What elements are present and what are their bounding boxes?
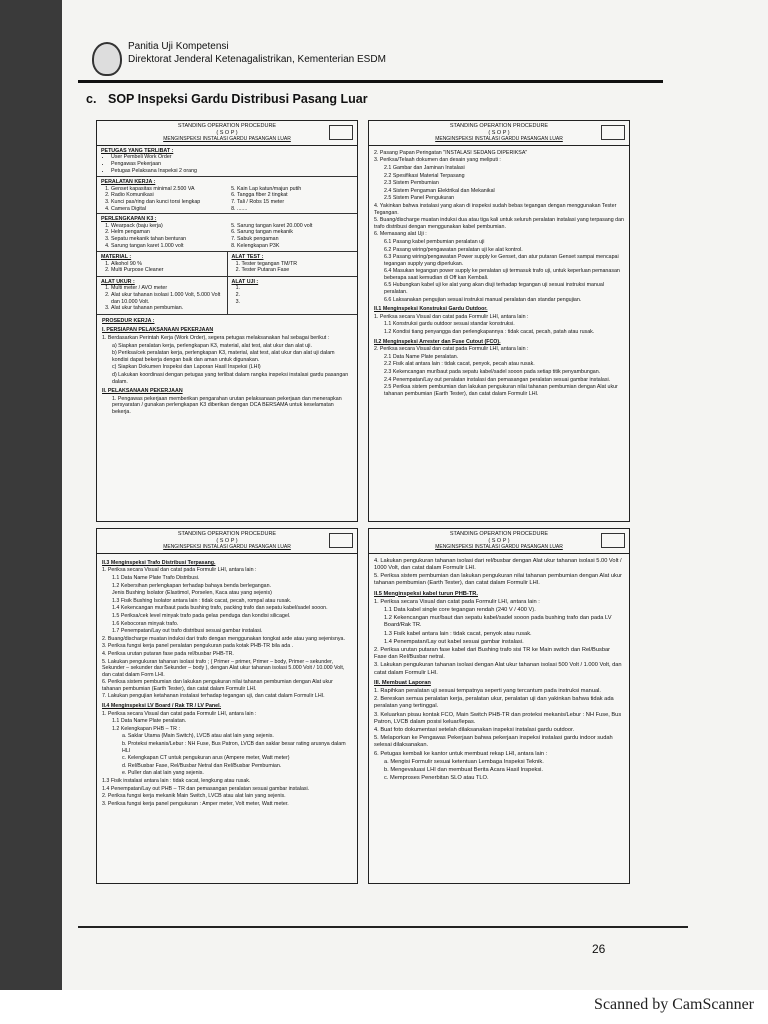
procedure-item: 1.6 Kebocoran minyak trafo. (112, 620, 179, 627)
sop-header (369, 121, 629, 146)
phb-tr-components (102, 733, 352, 777)
procedure-item: 6. Petugas kembali ke kantor untuk membuat rekap LHI, antara lain : (374, 750, 548, 757)
trafo-items (102, 575, 352, 635)
procedure-item: 2. Buang/discharge muatan induksi dari trafo dengan menggunakan tongkat arde atau yang sejenisnya. (102, 635, 345, 642)
peralatan-item: 1. Genset kapasitas minimal 2.500 VA (111, 186, 227, 193)
peralatan-title: PERALATAN KERJA : (101, 179, 156, 186)
k3-item: 7. Sabuk pengaman (237, 236, 353, 243)
procedure-item: 5. Buang/discharge muatan induksi dua atau tiga kali untuk seluruh peralatan instalasi yang terpasang dan trafo distribusi dengan menggunakan kabel pembumian. (374, 217, 625, 230)
esdm-logo (92, 42, 122, 76)
sop-panel-2 (368, 120, 630, 522)
sop-header-line3: MENGINSPEKSI INSTALASI GARDU PASANGAN LUAR (163, 136, 291, 143)
procedure-item: 6.2 Pasang wiring/pengawatan peralatan uji ke alat kontrol. (384, 246, 523, 253)
procedure-item: 1. Pengawas pekerjaan memberikan pengarahan urutan pelaksanaan pekerjaan dan menerapkan persyaratan / gunakan perlengkapan K3 diberikan dengan DCA BERSAMA untuk keselamatan bekerja. (112, 395, 342, 415)
peralatan-list-left (101, 186, 227, 212)
procedure-item: 1.3 Fisik kabel antara lain : tidak cacat, penyok atau rusak. (384, 630, 532, 637)
procedure-item: a. Mengisi Formulir sesuai ketentuan Lembaga Inspeksi Teknik. (384, 758, 544, 765)
sop-panel-4 (368, 528, 630, 884)
procedure-item: c. Memproses Penerbitan SLO atau TLO. (384, 775, 489, 782)
procedure-item: 6.6 Laksanakan pengujian sesuai instruksi manual peralatan dan standar pengujian. (384, 296, 582, 303)
alat-uji-steps (374, 239, 624, 303)
procedure-item: 2.4 Sistem Pengaman Elektrikal dan Mekanikal (384, 187, 495, 194)
procedure-item: 2.2 Spesifikasi Material Terpasang (384, 172, 465, 179)
petugas-list (101, 154, 353, 174)
peralatan-item: 6. Tangga fiber 2 tingkat (237, 192, 353, 199)
procedure-item: 2. Periksa urutan putaran fase kabel dari Bushing trafo sisi TR ke Main switch dan Rel/Busbar Fase dan Rel/Busbar netral. (374, 647, 611, 661)
kabel-turun-items (374, 607, 624, 646)
petugas-item: • Pengawas Pekerjaan (111, 161, 353, 168)
sop-header-line2: ( S O P ) (216, 537, 238, 544)
procedure-item: 3. Periksa fungsi kerja panel pengukuran : Amper meter, Volt meter, Watt meter. (102, 800, 289, 807)
lv-board-title: II.4 Menginspeksi LV Board / Rak TR / LV Panel. (102, 703, 222, 710)
procedure-item: 1.2 Kebersihan perlengkapan terhadap bahaya benda berlegangan. (112, 582, 272, 589)
kabel-turun-steps (374, 647, 624, 677)
alat-uji-item (242, 299, 354, 306)
sop-header-line2: ( S O P ) (488, 129, 510, 136)
material-item: 2. Multi Purpose Cleaner (111, 267, 223, 274)
procedure-item: 1.2 Kekencangan mur/baut dan sepatu kabel/sadel sooon pada bushing trafo dan pada LV Board/Rak TR. (384, 615, 612, 629)
procedure-item: a. Saklar Utama (Main Switch), LVCB atau alat lain yang sejenis. (122, 733, 274, 740)
peralatan-item: 8. ....... (237, 206, 353, 213)
procedure-item: b. Mengevaluasi LHI dan membuat Berita Acara Hasil Inspeksi. (384, 767, 544, 774)
arrester-items (374, 354, 624, 398)
procedure-item: 5. Lakukan pengukuran tahanan isolasi trafo ; ( Primer – primer, Primer – body, Primer – sekunder, Sekunder – sekunder dan Sekunder – body ), dengan Alat ukur tahanan isolasi 5.000 Volt / 10.000 Volt, dan catat dalam Form LHI. (102, 658, 345, 678)
trafo-steps (102, 636, 352, 700)
material-title: MATERIAL : (101, 254, 132, 261)
procedure-item: 3. Periksa/Telaah dokumen dan desain yang meliputi : (374, 157, 501, 164)
material-list (101, 261, 223, 274)
lv-board-steps (102, 778, 352, 807)
header-divider (78, 80, 663, 83)
procedure-item: 4. Lakukan pengukuran tahanan isolasi dari rel/busbar dengan Alat ukur tahanan isolasi 5.00 Volt / 1000 Volt, dan catat dalam Formulir LHI. (374, 557, 622, 571)
persiapan-items (102, 343, 352, 386)
procedure-item: 2.3 Sistem Pembumian (384, 180, 439, 187)
procedure-item: 2. Pasang Papan Peringatan "INSTALASI SEDANG DIPERIKSA" (374, 149, 528, 156)
alat-test-item: 1. Tester tegangan TM/TR (242, 261, 354, 268)
arrester-intro: 2. Periksa secara Visual dan catat pada Formulir LHI, antara lain : (374, 346, 529, 353)
procedure-item: 4. Yakinkan bahwa instalasi yang akan di inspeksi sudah bebas tegangan dengan menggunakan Tester Tegangan. (374, 202, 617, 216)
procedure-item: 1.3 Fisik instalasi antara lain : tidak cacat, lengkung atau rusak. (102, 778, 251, 784)
busbar-steps (374, 558, 624, 588)
procedure-item: b. Proteksi mekanis/Lebur : NH Fuse, Bus Patron, LVCB dan saklar besar rating arusnya dalam HLI (122, 741, 346, 754)
prosedur-title: PROSEDUR KERJA : (102, 317, 155, 324)
section-title (86, 92, 368, 106)
persiapan-title: I. PERSIAPAN PELAKSANAAN PEKERJAAN (102, 327, 214, 334)
procedure-item: 6.4 Masukan tegangan power supply ke peralatan uji termasuk trafo uji, untuk keperluan pemanasan beberapa saat kemudian di Off kan Kembali. (384, 268, 620, 281)
sop-logo-box (329, 533, 353, 548)
k3-item: 2. Helm pengaman (111, 229, 227, 236)
procedure-item: 6. Memasang alat Uji : (374, 231, 427, 238)
procedure-item: 2.5 Sistem Panel Pengukuran (384, 195, 455, 202)
procedure-item: 2.4 Penempatan/Lay out peralatan instalasi dan pemasangan peralatan sesuai gambar instalasi. (384, 376, 611, 383)
procedure-item: 1.2 Kondisi tiang penyangga dan perlengkapannya : tidak cacat, pecah, patah atau rusak. (384, 329, 595, 336)
k3-item: 6. Sarung tangan mekanik (237, 229, 353, 236)
procedure-item: 2.1 Gambar dan Jaminan Instalasi (384, 164, 465, 171)
procedure-item: 1.7 Penempatan/Lay out trafo distribusi sesuai gambar instalasi. (112, 628, 263, 635)
sop-header-line2: ( S O P ) (488, 537, 510, 544)
steps-list-2 (374, 203, 624, 238)
sop-header-line3: MENGINSPEKSI INSTALASI GARDU PASANGAN LUAR (435, 544, 563, 551)
procedure-item: 4. Buat foto dokumentasi setelah dilaksanakan inspeksi instalasi gardu outdoor. (374, 727, 575, 734)
procedure-item: 1.1 Data Name Plate peralatan. (112, 718, 187, 725)
k3-item: 4. Sarung tangan karet 1.000 volt (111, 243, 227, 250)
arrester-title: II.2 Menginspeksi Arrester dan Fuse Cutout (FCO). (374, 338, 501, 345)
alat-uji-list (232, 285, 354, 305)
laporan-steps (374, 688, 624, 758)
lv-board-intro: 1. Periksa secara Visual dan catat pada Formulir LHI, antara lain : (102, 710, 257, 717)
laporan-title: III. Membuat Laporan (374, 679, 431, 686)
sop-header-line3: MENGINSPEKSI INSTALASI GARDU PASANGAN LUAR (435, 136, 563, 143)
sop-logo-box (601, 125, 625, 140)
steps-list (374, 150, 624, 164)
alat-ukur-list (101, 285, 223, 311)
k3-item: 5. Sarung tangan karet 20.000 volt (237, 223, 353, 230)
alat-uji-item (242, 285, 354, 292)
procedure-item: e. Puller dan alat lain yang sejenis. (122, 770, 204, 777)
sop-logo-box (601, 533, 625, 548)
pelaksanaan-items (102, 396, 352, 416)
procedure-item: 1.1 Data kabel single core tegangan rendah (240 V / 400 V). (384, 607, 536, 613)
procedure-item: 2.3 Kekencangan mur/baut pada sepatu kabel/sadel sooon pada setiap titik penyambungan. (384, 369, 601, 375)
alat-test-item: 2. Tester Putaran Fase (242, 267, 354, 274)
procedure-item: 3. Lakukan pengukuran tahanan isolasi dengan Alat ukur tahanan isolasi 500 Volt / 1.000 Volt, dan catat dalam Formulir LHI. (374, 662, 622, 676)
procedure-item: 1.5 Periksa/cek level minyak trafo pada gelas penduga dan kondisi silicagel. (112, 612, 291, 619)
konstruksi-intro: 1. Periksa secara Visual dan catat pada Formulir LHI, antara lain : (374, 313, 529, 320)
procedure-item: 6.3 Pasang wiring/pengawatan Power supply ke Genset, dan atur putaran Genset sampai mencapai tegangan supply yang diperlukan. (384, 254, 619, 267)
kabel-turun-title: II.5 Menginspeksi kabel turun PHB-TR. (374, 590, 478, 597)
sop-header-line1: STANDING OPERATION PROCEDURE (449, 123, 549, 129)
sop-logo-box (329, 125, 353, 140)
peralatan-list-right (227, 186, 353, 212)
alat-ukur-title: ALAT UKUR : (101, 278, 135, 285)
procedure-item: 2.5 Periksa sistem pembumian dan lakukan pengukuran nilai tahanan pembumian dengan Alat ukur tahanan pembumian (Earth Tester), dan catat dalam Formulir LHI. (384, 384, 618, 397)
footer-divider (78, 926, 688, 928)
konstruksi-title: II.1 Menginspeksi Konstruksi Gardu Outdoor. (374, 306, 488, 313)
procedure-item: 7. Lakukan pengujian ketahanan instalasi terhadap tegangan uji, dan catat dalam Formulir LHI. (102, 693, 325, 700)
procedure-item: 6.5 Hubungkan kabel uji ke alat yang akan diuji terhadap tegangan uji sesuai instruksi manual peralatan. (384, 282, 604, 296)
sop-header (97, 529, 357, 554)
sop-header (369, 529, 629, 554)
sop-header-line1: STANDING OPERATION PROCEDURE (449, 531, 549, 537)
sop-panel-1 (96, 120, 358, 522)
peralatan-item: 3. Kunci pas/ring dan kunci torsi lengkap (111, 199, 227, 206)
petugas-item: • User Pembeli Work Order (111, 154, 353, 161)
sop-panel-3 (96, 528, 358, 884)
procedure-item: 1.1 Konstruksi gardu outdoor sesuai standar konstruksi. (384, 321, 515, 328)
sop-header-line2: ( S O P ) (216, 129, 238, 136)
peralatan-item: 7. Tali / Robs 15 meter (237, 199, 353, 206)
procedure-item: Jenis Bushing Isolator (Elastimol, Porselen, Kaca atau yang sejenis) (112, 590, 272, 597)
procedure-item: 6. Periksa sistem pembumian dan lakukan pengukuran nilai tahanan pembumian dengan Alat ukur tahanan pembumian (Earth Tester), dan catat dalam Formulir LHI. (102, 679, 333, 692)
procedure-item: 1. Rapihkan peralatan uji sesuai tempatnya seperti yang tercantum pada instruksi manual. (374, 688, 601, 695)
scanner-watermark: Scanned by CamScanner (594, 996, 754, 1013)
procedure-item: 3. Periksa fungsi kerja panel peralatan pengukuran pada kotak PHB-TR bila ada . (102, 643, 294, 650)
trafo-title: II.3 Menginspeksi Trafo Distribusi Terpasang. (102, 559, 216, 566)
procedure-item: 2. Periksa fungsi kerja mekanik Main Switch, LVCB atau alat lain yang sejenis. (102, 793, 286, 800)
trafo-intro: 1. Periksa secara Visual dan catat pada Formulir LHI, antara lain : (102, 567, 257, 574)
konstruksi-items (374, 321, 624, 335)
alat-uji-item (242, 292, 354, 299)
procedure-item: 6.1 Pasang kabel pembumian peralatan uji (384, 238, 485, 245)
lv-board-items (102, 718, 352, 732)
procedure-item: d. Rel/Busbar Fase, Rel/Busbar Netral dan Rel/Busbar Pembumian. (122, 762, 282, 769)
page-header (128, 40, 386, 66)
alat-ukur-item: 2. Alat ukur tahanan isolasi 1.000 Volt, 5.000 Volt dan 10.000 Volt. (111, 292, 223, 305)
header-org-line2: Direktorat Jenderal Ketenagalistrikan, Kementerian ESDM (128, 54, 386, 65)
procedure-item: 1.2 Kelengkapan PHB – TR : (112, 725, 180, 732)
documents-list (374, 165, 624, 202)
alat-test-title: ALAT TEST : (231, 254, 264, 261)
procedure-item: 5. Melaporkan ke Pengawas Pekerjaan bahwa pekerjaan inspeksi instalasi gardu indoor sudah selesai dilaksanakan. (374, 735, 613, 749)
k3-item: 1. Wearpack (baju kerja) (111, 223, 227, 230)
section-letter: c. (86, 92, 97, 106)
procedure-item: 5. Periksa sistem pembumian dan lakukan pengukuran nilai tahanan pembumian dengan Alat ukur tahanan pembumian (Earth Tester), dan catat dalam Formulir LHI. (374, 573, 622, 587)
procedure-item: 3. Keluarkan pisau kontak FCO, Main Switch PHB-TR dan proteksi mekanis/Lebur : NH Fuse, Bus Patron, LVCB dalam posisi keluar/lepas. (374, 711, 622, 725)
petugas-item: • Petugas Pelaksana Inspeksi 2 orang (111, 168, 353, 175)
persiapan-intro: 1. Berdasarkan Perintah Kerja (Work Order), segera petugas melaksanakan hal sebagai berikut : (102, 335, 330, 342)
peralatan-item: 4. Camera Digital (111, 206, 227, 213)
laporan-substeps (374, 759, 624, 783)
k3-list-left (101, 223, 227, 249)
k3-title: PERLENGKAPAN K3 : (101, 216, 157, 223)
k3-item: 8. Kelengkapan P3K (237, 243, 353, 250)
section-title-text: SOP Inspeksi Gardu Distribusi Pasang Luar (108, 92, 368, 106)
procedure-item: 1.3 Fisik Bushing Isolator antara lain : tidak cacat, pecah, rompal atau rusak. (112, 597, 292, 604)
procedure-item: 2. Bereskan semua peralatan kerja, peralatan ukur, peralatan uji dan yakinkan bahwa tidak ada peralatan yang tertinggal. (374, 696, 614, 710)
procedure-item: 4. Periksa urutan putaran fase pada rel/busbar PHB-TR. (102, 650, 234, 657)
pelaksanaan-title: II. PELAKSANAAN PEKERJAAN (102, 388, 183, 395)
peralatan-item: 5. Kain Lap katun/majun putih (237, 186, 353, 193)
k3-item: 3. Sepatu mekanik tahan benturan (111, 236, 227, 243)
kabel-turun-intro: 1. Periksa secara Visual dan catat pada Formulir LHI, antara lain : (374, 598, 540, 605)
procedure-item: 1.1 Data Name Plate Trafo Distribusi. (112, 574, 200, 581)
procedure-item: b) Periksa/cek peralatan kerja, perlengkapan K3, material, alat test, alat ukur dan alat uji dalam kondisi dapat bekerja dengan baik dan aman untuk digunakan. (112, 350, 335, 363)
procedure-item: c. Kelengkapan CT untuk pengukuran arus (Ampere meter, Watt meter) (122, 755, 290, 762)
alat-ukur-item: 1. Multi meter / AVO meter (111, 285, 223, 292)
sop-header (97, 121, 357, 146)
procedure-item: 1.4 Penempatan/Lay out kabel sesuai gambar instalasi. (384, 638, 524, 645)
peralatan-item: 2. Radio Komunikasi (111, 192, 227, 199)
procedure-item: 2.1 Data Name Plate peralatan. (384, 353, 459, 360)
sop-header-line1: STANDING OPERATION PROCEDURE (177, 123, 277, 129)
procedure-item: a) Siapkan peralatan kerja, perlengkapan K3, material, alat test, alat ukur dan alat uji. (112, 342, 312, 349)
procedure-item: 1.4 Kekencangan mur/baut pada bushing trafo, packing trafo dan sepatu kabel/sadel sooon. (112, 605, 328, 612)
petugas-title: PETUGAS YANG TERLIBAT : (101, 147, 174, 154)
sop-header-line3: MENGINSPEKSI INSTALASI GARDU PASANGAN LUAR (163, 544, 291, 551)
k3-list-right (227, 223, 353, 249)
procedure-item: d) Lakukan koordinasi dengan petugas yang terlibat dalam rangka inspeksi instalasi gardu pasangan dalam. (112, 372, 349, 385)
alat-ukur-item: 3. Alat ukur tahanan pembumian. (111, 305, 223, 312)
procedure-item: 1.4 Penempatan/Lay out PHB – TR dan pemasangan peralatan sesuai gambar instalasi. (102, 785, 310, 792)
material-item: 1. Alkohol 90 % (111, 261, 223, 268)
alat-uji-title: ALAT UJI : (231, 278, 259, 285)
procedure-item: c) Siapkan Dokumen Inspeksi dan Laporan Hasil Inspeksi (LHI) (112, 364, 261, 371)
page-number: 26 (592, 942, 606, 956)
sop-header-line1: STANDING OPERATION PROCEDURE (177, 531, 277, 537)
procedure-item: 2.2 Fisik alat antara lain : tidak cacat, penyok, pecah atau rusak. (384, 361, 535, 368)
header-org-line1: Panitia Uji Kompetensi (128, 41, 229, 52)
alat-test-list (232, 261, 354, 274)
